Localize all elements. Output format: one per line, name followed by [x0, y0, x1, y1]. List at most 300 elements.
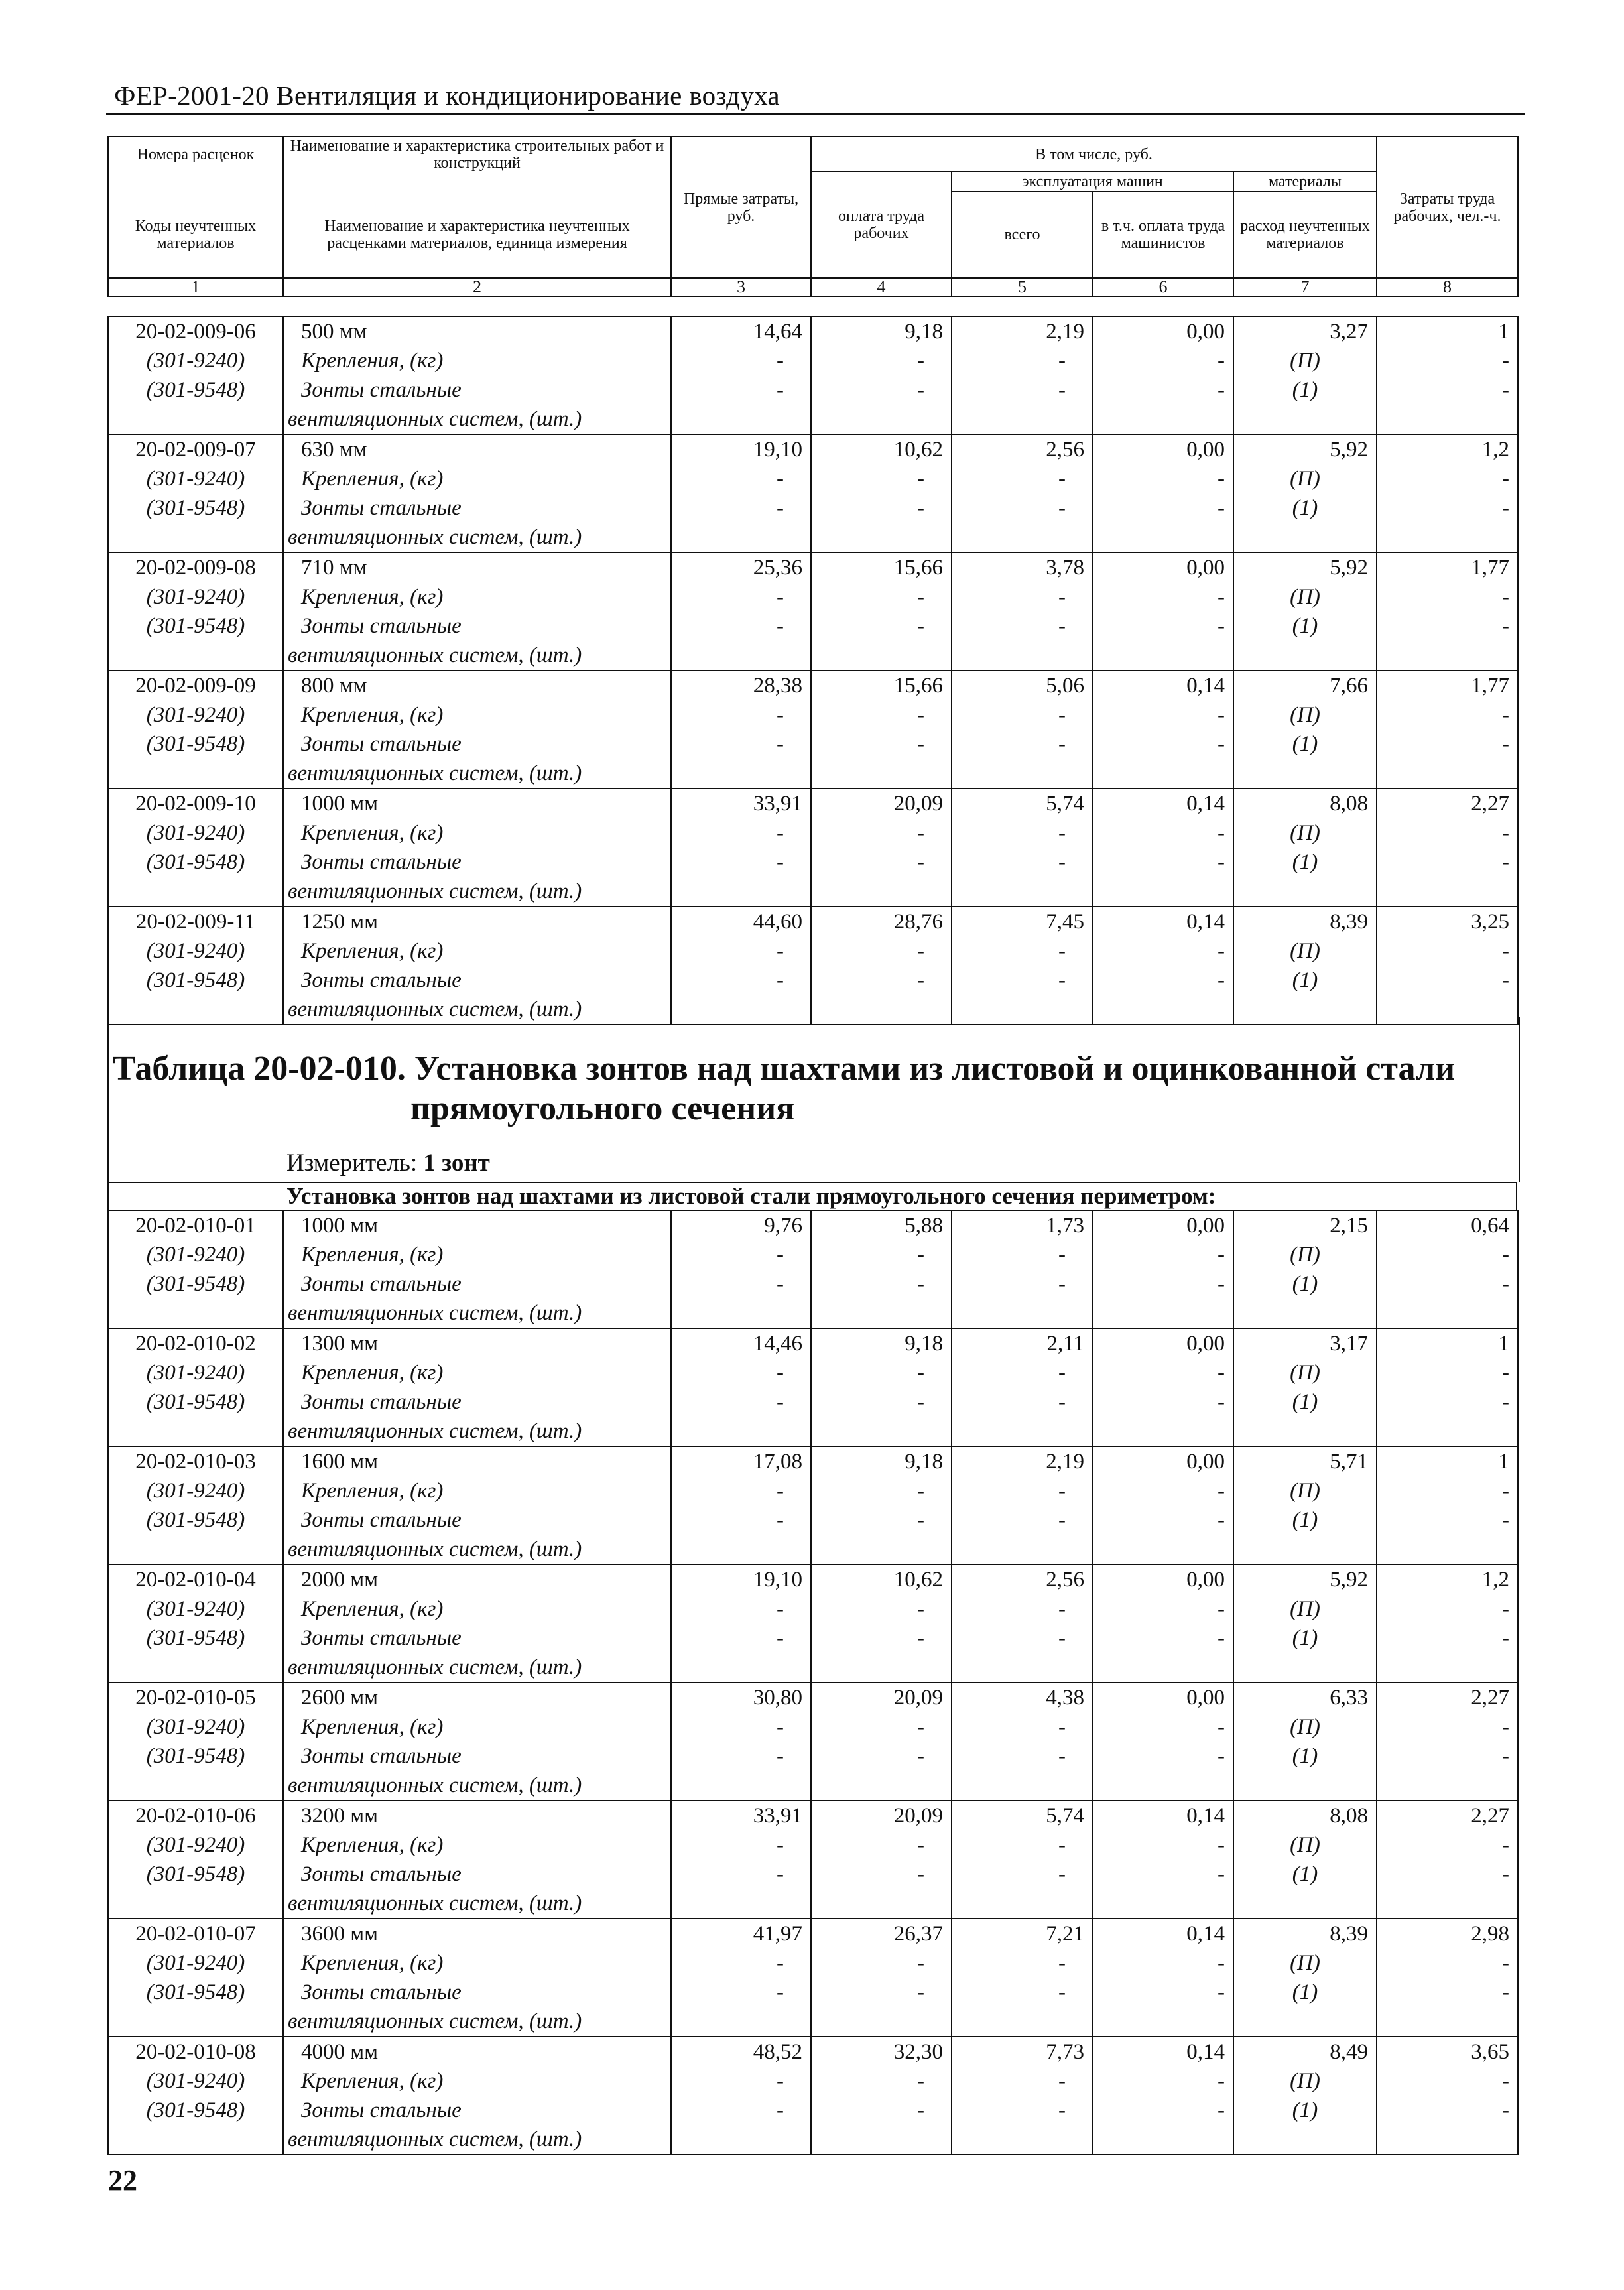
empty-value: - [1093, 1358, 1233, 1387]
empty-value: - [952, 375, 1093, 405]
empty-value: - [1377, 1860, 1518, 1889]
material-row [108, 700, 1518, 730]
material-code: (301-9240) [108, 700, 283, 730]
material-name-cont: вентиляционных систем, (шт.) [283, 877, 671, 907]
empty-value: - [811, 818, 952, 848]
empty-cell [108, 641, 283, 670]
empty-cell [1377, 523, 1518, 552]
empty-value: - [671, 493, 811, 523]
material-row [108, 1240, 1518, 1269]
empty-cell [811, 1889, 952, 1919]
empty-cell [108, 1771, 283, 1801]
empty-value: - [671, 375, 811, 405]
empty-cell [952, 1299, 1093, 1328]
measure-value: 1 зонт [423, 1149, 490, 1177]
direct-cost: 48,52 [671, 2037, 811, 2067]
table2-title-line2: прямоугольного сечения [410, 1090, 795, 1127]
labor-cost: 10,62 [811, 434, 952, 464]
material-code: (301-9240) [108, 1476, 283, 1505]
operator-cost: 0,00 [1093, 1210, 1233, 1240]
empty-value: - [1093, 375, 1233, 405]
empty-value: - [811, 1269, 952, 1299]
material-name-cont: вентиляционных систем, (шт.) [283, 1889, 671, 1919]
material-unit: (П) [1233, 1712, 1377, 1742]
empty-cell [1093, 1889, 1233, 1919]
empty-value: - [1093, 2067, 1233, 2096]
empty-value: - [1377, 2096, 1518, 2125]
materials-cost: 3,27 [1233, 316, 1377, 346]
header-col5: всего [952, 192, 1093, 278]
empty-cell [1233, 2125, 1377, 2155]
material-name: Крепления, (кг) [283, 1476, 671, 1505]
rate-code: 20-02-009-10 [108, 789, 283, 818]
material-code: (301-9240) [108, 1358, 283, 1387]
direct-cost: 14,46 [671, 1328, 811, 1358]
operator-cost: 0,00 [1093, 552, 1233, 582]
header-group: В том числе, руб. [811, 137, 1377, 172]
material-row [108, 1387, 1518, 1417]
header-col1-top: Номера расценок [108, 137, 283, 172]
empty-value: - [811, 1948, 952, 1978]
empty-cell [108, 1535, 283, 1564]
empty-cell [952, 1417, 1093, 1446]
rate-code: 20-02-010-02 [108, 1328, 283, 1358]
empty-cell [811, 1771, 952, 1801]
machine-cost: 1,73 [952, 1210, 1093, 1240]
materials-cost: 8,08 [1233, 1801, 1377, 1830]
material-name: Крепления, (кг) [283, 1594, 671, 1623]
material-unit: (П) [1233, 1358, 1377, 1387]
empty-cell [1377, 759, 1518, 789]
material-row [108, 582, 1518, 611]
empty-cell [671, 2007, 811, 2037]
empty-cell [952, 2007, 1093, 2037]
empty-value: - [952, 1948, 1093, 1978]
labor-cost: 15,66 [811, 670, 952, 700]
empty-value: - [671, 848, 811, 877]
empty-value: - [952, 1358, 1093, 1387]
empty-value: - [1377, 848, 1518, 877]
rate-row [108, 2037, 1518, 2067]
empty-value: - [811, 700, 952, 730]
empty-value: - [811, 582, 952, 611]
material-name: Крепления, (кг) [283, 1240, 671, 1269]
rate-name: 1000 мм [283, 789, 671, 818]
material-code: (301-9548) [108, 730, 283, 759]
header-col7: расход неучтенных материалов [1233, 192, 1377, 278]
empty-cell [1377, 1771, 1518, 1801]
empty-value: - [952, 1742, 1093, 1771]
empty-cell [811, 1417, 952, 1446]
empty-value: - [1093, 818, 1233, 848]
empty-value: - [671, 346, 811, 375]
empty-cell [811, 2125, 952, 2155]
empty-value: - [811, 848, 952, 877]
material-unit: (1) [1233, 966, 1377, 995]
machine-cost: 2,19 [952, 316, 1093, 346]
labor-hours: 3,25 [1377, 907, 1518, 936]
rate-code: 20-02-010-03 [108, 1446, 283, 1476]
material-row-cont [108, 641, 1518, 670]
material-name: Зонты стальные [283, 1623, 671, 1653]
material-row [108, 1623, 1518, 1653]
empty-value: - [811, 1594, 952, 1623]
machine-cost: 2,11 [952, 1328, 1093, 1358]
header-num: 3 [671, 278, 811, 296]
header-col6: в т.ч. оплата труда машинистов [1093, 192, 1233, 278]
material-code: (301-9548) [108, 611, 283, 641]
empty-value: - [1377, 1978, 1518, 2007]
material-code: (301-9240) [108, 582, 283, 611]
rate-code: 20-02-009-06 [108, 316, 283, 346]
empty-value: - [811, 493, 952, 523]
empty-value: - [1093, 1594, 1233, 1623]
operator-cost: 0,00 [1093, 1683, 1233, 1712]
material-name: Крепления, (кг) [283, 1948, 671, 1978]
empty-value: - [671, 1358, 811, 1387]
table2-title-line1: Таблица 20-02-010. Установка зонтов над шахтами из листовой и оцинкованной стали [113, 1050, 1456, 1088]
material-unit: (П) [1233, 2067, 1377, 2096]
material-unit: (П) [1233, 818, 1377, 848]
empty-cell [1093, 2007, 1233, 2037]
material-name: Крепления, (кг) [283, 464, 671, 493]
empty-cell [108, 1417, 283, 1446]
empty-value: - [1377, 936, 1518, 966]
materials-cost: 2,15 [1233, 1210, 1377, 1240]
direct-cost: 41,97 [671, 1919, 811, 1948]
material-name: Крепления, (кг) [283, 1358, 671, 1387]
material-row [108, 1476, 1518, 1505]
materials-cost: 5,92 [1233, 1564, 1377, 1594]
material-unit: (1) [1233, 1269, 1377, 1299]
machine-cost: 5,74 [952, 789, 1093, 818]
empty-value: - [952, 1830, 1093, 1860]
empty-cell [1377, 1653, 1518, 1683]
empty-cell [1093, 2125, 1233, 2155]
material-row-cont [108, 405, 1518, 434]
empty-value: - [671, 2096, 811, 2125]
table2-subheading-text: Установка зонтов над шахтами из листовой стали прямоугольного сечения периметром: [286, 1183, 1216, 1209]
empty-cell [1233, 641, 1377, 670]
material-unit: (1) [1233, 375, 1377, 405]
empty-cell [952, 1771, 1093, 1801]
empty-cell [108, 877, 283, 907]
material-name-cont: вентиляционных систем, (шт.) [283, 995, 671, 1025]
material-row [108, 1742, 1518, 1771]
material-row [108, 1860, 1518, 1889]
material-unit: (П) [1233, 582, 1377, 611]
empty-value: - [1093, 1623, 1233, 1653]
empty-cell [671, 1771, 811, 1801]
empty-cell [952, 759, 1093, 789]
material-unit: (1) [1233, 1387, 1377, 1417]
materials-cost: 8,39 [1233, 1919, 1377, 1948]
material-row [108, 1830, 1518, 1860]
rate-name: 2000 мм [283, 1564, 671, 1594]
empty-value: - [671, 1830, 811, 1860]
empty-value: - [671, 1948, 811, 1978]
machine-cost: 2,56 [952, 434, 1093, 464]
empty-cell [108, 1653, 283, 1683]
empty-value: - [1377, 730, 1518, 759]
material-code: (301-9548) [108, 1860, 283, 1889]
material-row [108, 1594, 1518, 1623]
rate-name: 800 мм [283, 670, 671, 700]
empty-value: - [811, 966, 952, 995]
material-name: Крепления, (кг) [283, 1830, 671, 1860]
material-code: (301-9548) [108, 1742, 283, 1771]
header-col8: Затраты труда рабочих, чел.-ч. [1377, 137, 1518, 278]
empty-value: - [671, 1269, 811, 1299]
material-name: Зонты стальные [283, 1505, 671, 1535]
material-unit: (П) [1233, 936, 1377, 966]
labor-hours: 1 [1377, 316, 1518, 346]
empty-value: - [671, 936, 811, 966]
empty-cell [1233, 877, 1377, 907]
empty-value: - [1377, 1623, 1518, 1653]
material-name: Крепления, (кг) [283, 936, 671, 966]
material-code: (301-9548) [108, 1623, 283, 1653]
machine-cost: 2,19 [952, 1446, 1093, 1476]
rate-code: 20-02-010-07 [108, 1919, 283, 1948]
operator-cost: 0,14 [1093, 2037, 1233, 2067]
empty-value: - [952, 848, 1093, 877]
empty-value: - [1093, 730, 1233, 759]
empty-value: - [952, 464, 1093, 493]
empty-cell [108, 2007, 283, 2037]
material-row [108, 936, 1518, 966]
empty-cell [1093, 1417, 1233, 1446]
material-unit: (1) [1233, 1623, 1377, 1653]
empty-cell [671, 1653, 811, 1683]
materials-cost: 3,17 [1233, 1328, 1377, 1358]
empty-cell [671, 641, 811, 670]
rate-code: 20-02-009-09 [108, 670, 283, 700]
material-code: (301-9548) [108, 848, 283, 877]
machine-cost: 5,06 [952, 670, 1093, 700]
empty-value: - [671, 700, 811, 730]
empty-value: - [952, 1505, 1093, 1535]
empty-value: - [952, 936, 1093, 966]
operator-cost: 0,00 [1093, 434, 1233, 464]
labor-cost: 10,62 [811, 1564, 952, 1594]
empty-value: - [811, 611, 952, 641]
empty-value: - [1093, 611, 1233, 641]
measure-unit [286, 1149, 490, 1177]
material-row-cont [108, 2125, 1518, 2155]
machine-cost: 7,21 [952, 1919, 1093, 1948]
material-unit: (П) [1233, 464, 1377, 493]
empty-cell [1093, 405, 1233, 434]
header-num: 6 [1093, 278, 1233, 296]
material-row-cont [108, 1889, 1518, 1919]
empty-cell [671, 523, 811, 552]
rate-name: 3600 мм [283, 1919, 671, 1948]
empty-cell [671, 1535, 811, 1564]
empty-value: - [671, 966, 811, 995]
empty-cell [1377, 1299, 1518, 1328]
empty-value: - [1377, 611, 1518, 641]
rate-row [108, 1328, 1518, 1358]
operator-cost: 0,14 [1093, 1801, 1233, 1830]
empty-cell [108, 759, 283, 789]
material-unit: (П) [1233, 346, 1377, 375]
page-header [106, 74, 1525, 115]
empty-value: - [811, 1830, 952, 1860]
operator-cost: 0,00 [1093, 1328, 1233, 1358]
rate-code: 20-02-009-11 [108, 907, 283, 936]
materials-cost: 6,33 [1233, 1683, 1377, 1712]
machine-cost: 3,78 [952, 552, 1093, 582]
empty-value: - [952, 2096, 1093, 2125]
header-col2-top: Наименование и характеристика строительных работ и конструкций [283, 137, 671, 172]
material-unit: (1) [1233, 1860, 1377, 1889]
material-code: (301-9240) [108, 346, 283, 375]
labor-hours: 2,27 [1377, 789, 1518, 818]
material-unit: (П) [1233, 1830, 1377, 1860]
empty-cell [1093, 641, 1233, 670]
empty-value: - [811, 936, 952, 966]
empty-value: - [811, 1623, 952, 1653]
header-num: 2 [283, 278, 671, 296]
empty-cell [671, 1889, 811, 1919]
direct-cost: 28,38 [671, 670, 811, 700]
direct-cost: 30,80 [671, 1683, 811, 1712]
empty-cell [811, 2007, 952, 2037]
empty-cell [1233, 759, 1377, 789]
empty-cell [811, 759, 952, 789]
empty-value: - [952, 1240, 1093, 1269]
rate-row [108, 1210, 1518, 1240]
empty-cell [1093, 1299, 1233, 1328]
empty-value: - [952, 1860, 1093, 1889]
rate-name: 500 мм [283, 316, 671, 346]
material-code: (301-9240) [108, 2067, 283, 2096]
empty-value: - [811, 464, 952, 493]
material-name: Зонты стальные [283, 611, 671, 641]
empty-value: - [671, 1742, 811, 1771]
empty-value: - [1093, 464, 1233, 493]
labor-cost: 9,18 [811, 1446, 952, 1476]
labor-cost: 20,09 [811, 1801, 952, 1830]
material-name: Зонты стальные [283, 2096, 671, 2125]
empty-value: - [1377, 818, 1518, 848]
header-machines: эксплуатация машин [952, 172, 1233, 192]
material-name-cont: вентиляционных систем, (шт.) [283, 1417, 671, 1446]
table2-title-block [107, 1017, 1520, 1182]
material-row [108, 611, 1518, 641]
material-name: Крепления, (кг) [283, 818, 671, 848]
material-name: Зонты стальные [283, 493, 671, 523]
empty-cell [811, 523, 952, 552]
empty-value: - [1377, 1476, 1518, 1505]
empty-value: - [671, 1712, 811, 1742]
empty-cell [1233, 1299, 1377, 1328]
material-code: (301-9548) [108, 493, 283, 523]
header-col2-bottom: Наименование и характеристика неучтенных расценками материалов, единица измерения [283, 192, 671, 278]
material-row-cont [108, 1771, 1518, 1801]
empty-cell [1233, 1417, 1377, 1446]
material-row [108, 1505, 1518, 1535]
empty-value: - [1093, 1830, 1233, 1860]
empty-value: - [1377, 1269, 1518, 1299]
material-row [108, 966, 1518, 995]
material-name: Зонты стальные [283, 375, 671, 405]
empty-cell [1233, 2007, 1377, 2037]
empty-cell [1377, 877, 1518, 907]
empty-cell [952, 1653, 1093, 1683]
rate-row [108, 552, 1518, 582]
rates-table-2 [107, 1210, 1519, 2155]
empty-value: - [952, 1387, 1093, 1417]
rate-name: 710 мм [283, 552, 671, 582]
empty-cell [671, 1417, 811, 1446]
material-code: (301-9548) [108, 375, 283, 405]
material-name-cont: вентиляционных систем, (шт.) [283, 1299, 671, 1328]
empty-cell [1093, 877, 1233, 907]
empty-value: - [1093, 966, 1233, 995]
empty-value: - [952, 611, 1093, 641]
material-row-cont [108, 1535, 1518, 1564]
labor-hours: 1 [1377, 1446, 1518, 1476]
material-name: Крепления, (кг) [283, 700, 671, 730]
empty-value: - [1377, 346, 1518, 375]
labor-cost: 9,18 [811, 1328, 952, 1358]
empty-value: - [1377, 464, 1518, 493]
material-code: (301-9548) [108, 1505, 283, 1535]
header-col1-bottom: Коды неучтенных материалов [108, 192, 283, 278]
labor-hours: 2,98 [1377, 1919, 1518, 1948]
rate-row [108, 1446, 1518, 1476]
machine-cost: 5,74 [952, 1801, 1093, 1830]
empty-cell [952, 641, 1093, 670]
empty-cell [1093, 1771, 1233, 1801]
direct-cost: 25,36 [671, 552, 811, 582]
empty-value: - [671, 818, 811, 848]
empty-cell [1093, 759, 1233, 789]
empty-cell [811, 1535, 952, 1564]
material-name-cont: вентиляционных систем, (шт.) [283, 641, 671, 670]
machine-cost: 4,38 [952, 1683, 1093, 1712]
material-row-cont [108, 1653, 1518, 1683]
material-unit: (1) [1233, 611, 1377, 641]
header-num: 5 [952, 278, 1093, 296]
rate-row [108, 670, 1518, 700]
empty-value: - [671, 1978, 811, 2007]
empty-cell [952, 877, 1093, 907]
material-unit: (1) [1233, 848, 1377, 877]
empty-value: - [952, 1978, 1093, 2007]
empty-value: - [811, 1358, 952, 1387]
empty-value: - [1377, 1742, 1518, 1771]
empty-value: - [811, 1476, 952, 1505]
empty-value: - [1093, 346, 1233, 375]
labor-cost: 20,09 [811, 1683, 952, 1712]
material-code: (301-9240) [108, 936, 283, 966]
empty-value: - [1377, 1387, 1518, 1417]
material-name: Зонты стальные [283, 1860, 671, 1889]
material-name-cont: вентиляционных систем, (шт.) [283, 759, 671, 789]
header-num: 7 [1233, 278, 1377, 296]
labor-hours: 2,27 [1377, 1801, 1518, 1830]
material-code: (301-9548) [108, 2096, 283, 2125]
material-code: (301-9240) [108, 818, 283, 848]
empty-value: - [671, 1594, 811, 1623]
direct-cost: 19,10 [671, 1564, 811, 1594]
table-header [107, 136, 1519, 297]
empty-value: - [1377, 1948, 1518, 1978]
empty-value: - [671, 1387, 811, 1417]
